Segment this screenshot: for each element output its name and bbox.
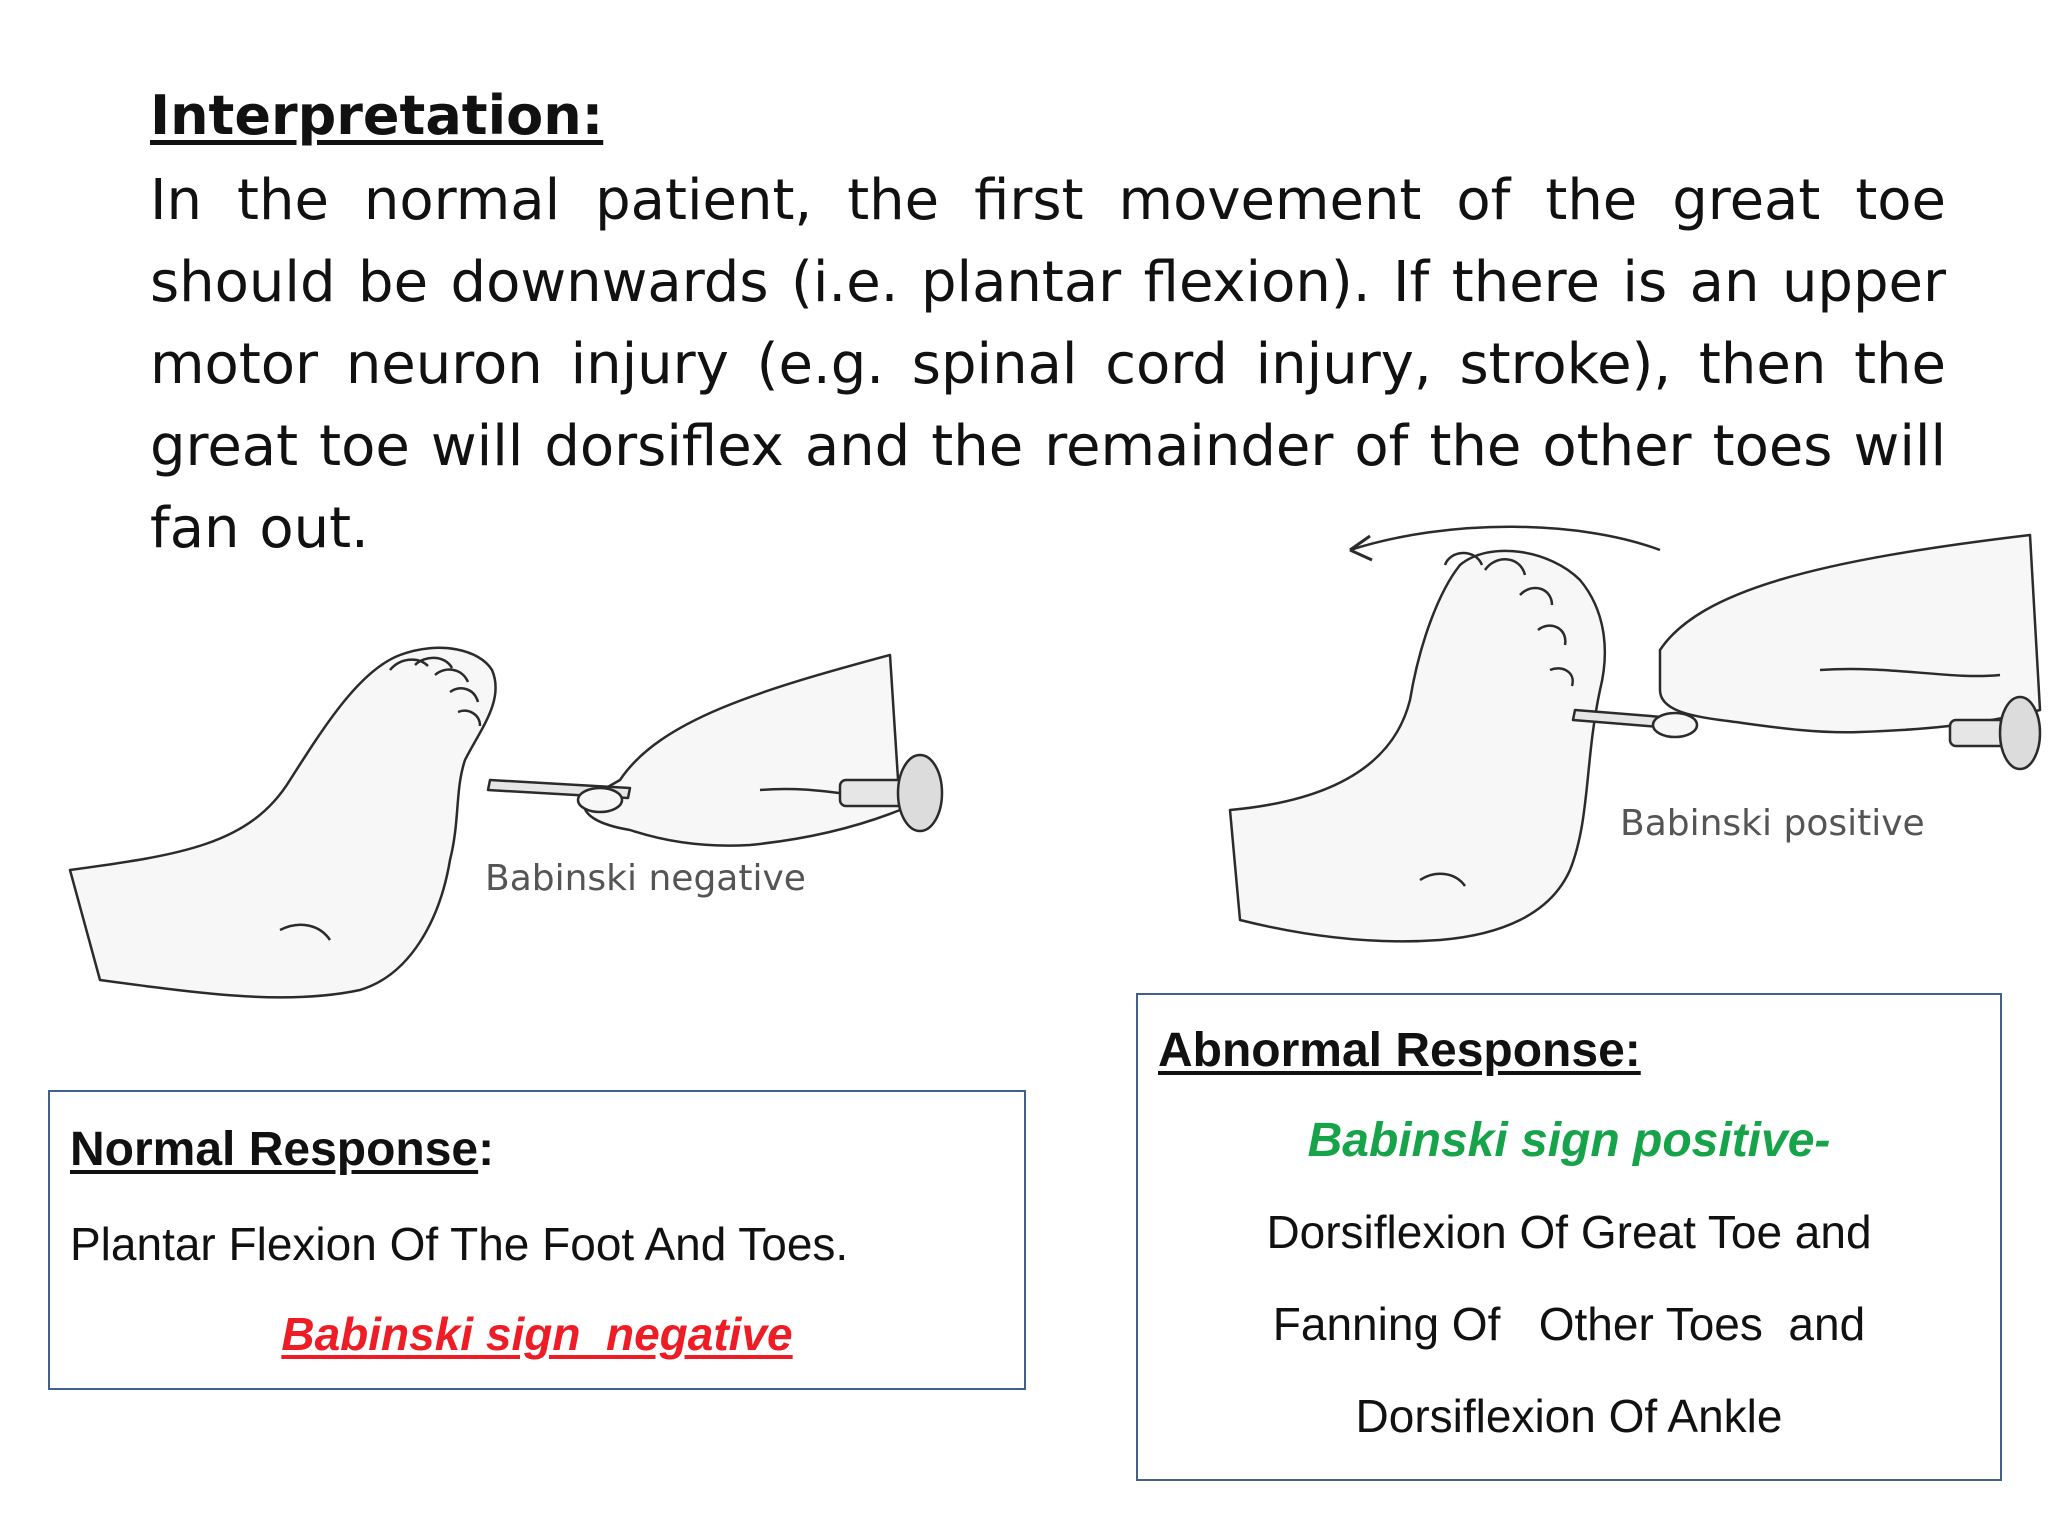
babinski-positive-illustration (1220, 520, 2048, 950)
abnormal-response-line-1: Dorsiflexion Of Great Toe and (1266, 1206, 1872, 1258)
hand-with-reflex-hammer (1573, 535, 2040, 769)
abnormal-response-line-2: Fanning Of Other Toes and (1272, 1298, 1866, 1350)
babinski-negative-label: Babinski negative (485, 858, 806, 899)
abnormal-response-box (1136, 993, 2002, 1481)
normal-response-sign-wrapper (50, 1307, 1024, 1361)
normal-response-title-colon: : (478, 1123, 495, 1176)
normal-response-box (48, 1090, 1026, 1390)
abnormal-response-title-text: Abnormal Response: (1158, 1024, 1641, 1077)
interpretation-heading: Interpretation: (150, 84, 604, 147)
abnormal-response-title (1158, 1023, 1641, 1078)
hand-with-reflex-hammer (488, 655, 942, 846)
babinski-positive-label: Babinski positive (1620, 803, 1925, 844)
interpretation-paragraph: In the normal patient, the first movement of the great toe should be downwards (i.e. plantar flexion). If there is an upper motor neuron injury (e.g. spinal cord injury, stroke), then the great toe will dorsiflex and the remainder of the other toes will fan out. (150, 168, 1946, 561)
foot-illustration (70, 648, 496, 998)
normal-response-description: Plantar Flexion Of The Foot And Toes. (70, 1218, 849, 1270)
abnormal-response-line-3: Dorsiflexion Of Ankle (1355, 1390, 1783, 1442)
foot-illustration (1230, 551, 1605, 941)
babinski-negative-illustration (60, 630, 960, 1010)
normal-response-title-text: Normal Response (70, 1123, 479, 1176)
normal-response-title (70, 1122, 494, 1177)
babinski-sign-negative: Babinski sign negative (281, 1308, 793, 1360)
babinski-sign-positive: Babinski sign positive- (1307, 1114, 1831, 1167)
